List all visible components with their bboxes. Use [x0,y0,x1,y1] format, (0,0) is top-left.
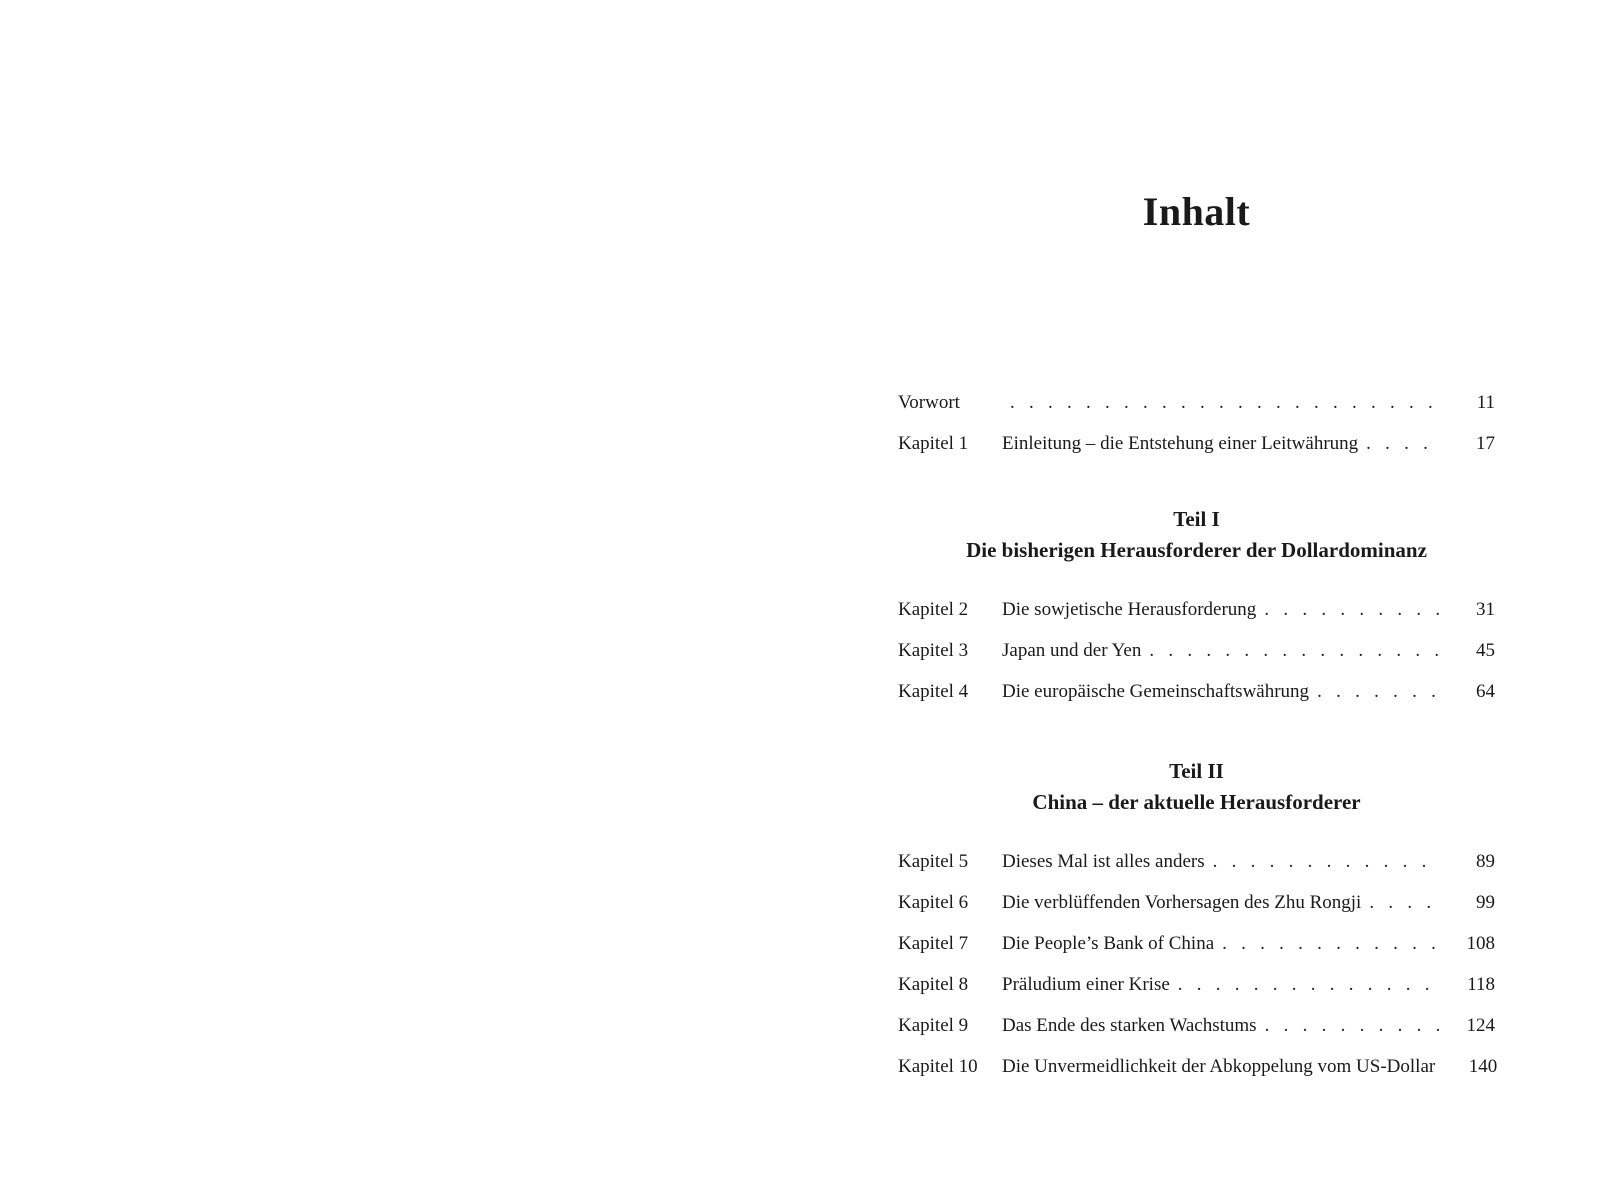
part-title: China – der aktuelle Herausforderer [1032,790,1361,814]
toc-entry-kapitel-8 [898,964,1495,1005]
table-of-contents [898,0,1498,1087]
page-number: 118 [1467,974,1495,995]
dot-leader [1010,382,1441,423]
page-number: 64 [1476,681,1495,702]
part-heading-teil-2 [898,756,1495,818]
part-label: Teil I [1173,507,1220,531]
entry-label: Vorwort [898,392,960,413]
entry-label: Kapitel 2 [898,599,969,620]
dot-leader [1213,841,1441,882]
entry-title: Einleitung – die Entstehung einer Leitwährung [1002,433,1359,454]
entry-title: Präludium einer Krise [1002,974,1170,995]
dot-leader [1222,923,1441,964]
page-number: 31 [1476,599,1495,620]
entry-title: Die sowjetische Herausforderung [1002,599,1257,620]
part-title: Die bisherigen Herausforderer der Dollardominanz [966,538,1427,562]
toc-list [898,382,1498,1087]
entry-title: Die Unvermeidlichkeit der Abkoppelung vom US-Dollar [1002,1056,1436,1077]
entry-label: Kapitel 7 [898,933,969,954]
page-number: 140 [1468,1056,1498,1077]
toc-entry-kapitel-1 [898,423,1495,464]
entry-title: Dieses Mal ist alles anders [1002,851,1205,872]
toc-entry-kapitel-2 [898,589,1495,630]
page-number: 99 [1476,892,1495,913]
entry-title: Die People’s Bank of China [1002,933,1215,954]
toc-entry-kapitel-7 [898,923,1495,964]
page-number: 11 [1476,392,1495,413]
toc-entry-kapitel-6 [898,882,1495,923]
dot-leader [1369,882,1441,923]
entry-label: Kapitel 1 [898,433,969,454]
dot-leader [1317,671,1441,712]
entry-title: Die verblüffenden Vorhersagen des Zhu Rongji [1002,892,1362,913]
page-number: 45 [1476,640,1495,661]
dot-leader [1366,423,1441,464]
dot-leader [1265,1005,1441,1046]
page-number: 124 [1466,1015,1495,1036]
entry-label: Kapitel 4 [898,681,969,702]
entry-label: Kapitel 8 [898,974,969,995]
entry-label: Kapitel 5 [898,851,969,872]
page-number: 89 [1476,851,1495,872]
part-heading-teil-1 [898,504,1495,566]
entry-title: Die europäische Gemeinschaftswährung [1002,681,1310,702]
page-title: Inhalt [1142,189,1251,234]
dot-leader [1178,964,1441,1005]
dot-leader [1264,589,1441,630]
page-number: 17 [1476,433,1495,454]
entry-label: Kapitel 6 [898,892,969,913]
entry-label: Kapitel 9 [898,1015,969,1036]
toc-entry-kapitel-4 [898,671,1495,712]
entry-label: Kapitel 10 [898,1056,978,1077]
toc-entry-kapitel-9 [898,1005,1495,1046]
dot-leader [1149,630,1441,671]
toc-entry-kapitel-5 [898,841,1495,882]
toc-entry-vorwort [898,382,1495,423]
part-label: Teil II [1169,759,1224,783]
entry-title: Das Ende des starken Wachstums [1002,1015,1257,1036]
entry-title: Japan und der Yen [1002,640,1142,661]
toc-entry-kapitel-3 [898,630,1495,671]
page-number: 108 [1466,933,1495,954]
entry-label: Kapitel 3 [898,640,969,661]
toc-entry-kapitel-10 [898,1046,1498,1087]
